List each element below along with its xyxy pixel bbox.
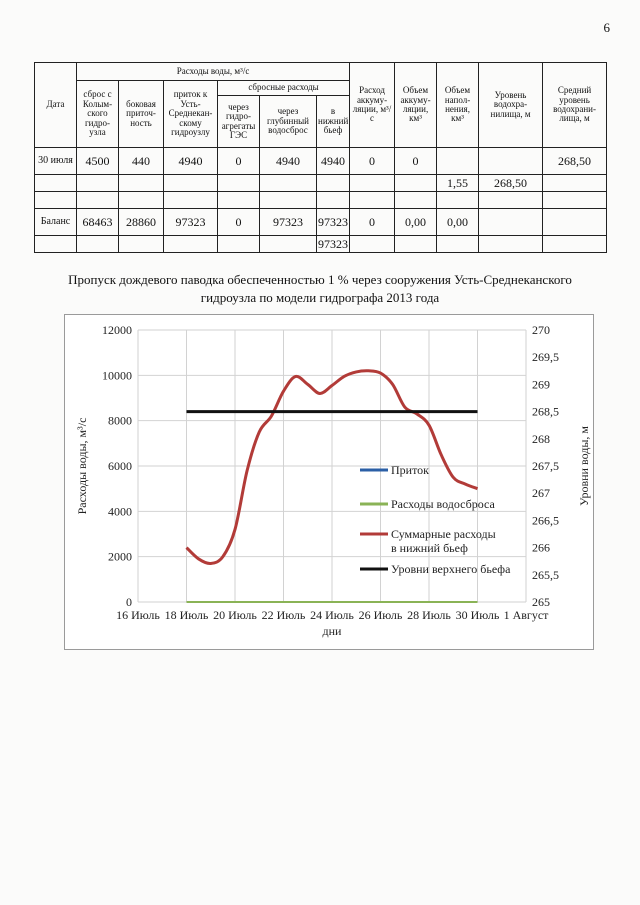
y-left-tick-label: 10000 (102, 368, 132, 383)
legend-label: Расходы водосброса (391, 497, 495, 511)
x-tick-label: 30 Июль (455, 608, 500, 622)
cell-kolyma (77, 175, 119, 192)
y-left-axis-title: Расходы воды, м³/с (75, 417, 89, 515)
x-tick-label: 26 Июль (358, 608, 403, 622)
header-date: Дата (35, 63, 77, 148)
cell-fill-vol: 1,55 (437, 175, 479, 192)
cell-date (35, 192, 77, 209)
header-inflow: приток к Усть-Среднекан-скому гидроузлу (164, 81, 218, 148)
header-deep-spillway: через глубинный водосброс (260, 96, 317, 148)
y-right-tick-label: 268,5 (532, 404, 559, 419)
cell-inflow (164, 192, 218, 209)
table-row (35, 148, 607, 175)
page-number: 6 (603, 20, 610, 35)
cell-kolyma (77, 236, 119, 253)
cell-deep (260, 175, 317, 192)
y-right-tick-label: 270 (532, 323, 550, 337)
cell-level (479, 148, 543, 175)
y-right-tick-label: 265 (532, 595, 550, 609)
legend-label: Суммарные расходы (391, 527, 496, 541)
cell-avg-level: 268,50 (543, 148, 607, 175)
y-left-tick-label: 4000 (108, 504, 132, 519)
cell-tail (317, 192, 350, 209)
table-row (35, 175, 607, 192)
y-left-tick-label: 12000 (102, 323, 132, 337)
legend-label: в нижний бьеф (391, 541, 468, 555)
y-right-tick-label: 269 (532, 377, 550, 392)
cell-side (119, 175, 164, 192)
cell-accum-vol (395, 175, 437, 192)
cell-inflow: 4940 (164, 148, 218, 175)
cell-inflow (164, 236, 218, 253)
header-accum-flow: Расход аккуму-ляции, м³/с (350, 63, 395, 148)
cell-hpp (218, 175, 260, 192)
table-row (35, 236, 607, 253)
chart-frame (65, 315, 594, 650)
y-left-tick-label: 0 (126, 595, 132, 609)
y-left-tick-label: 2000 (108, 549, 132, 564)
cell-avg-level (543, 175, 607, 192)
cell-deep (260, 192, 317, 209)
cell-fill-vol (437, 236, 479, 253)
y-right-axis-title: Уровни воды, м (577, 426, 591, 506)
y-right-tick-label: 267,5 (532, 459, 559, 473)
cell-date (35, 236, 77, 253)
x-axis-title: дни (322, 624, 342, 638)
water-flow-table (34, 62, 607, 253)
cell-level (479, 236, 543, 253)
cell-side (119, 192, 164, 209)
legend-label: Уровни верхнего бьефа (391, 562, 511, 576)
cell-date: 30 июля (35, 148, 77, 175)
flood-chart-svg (64, 314, 594, 650)
cell-deep: 97323 (260, 209, 317, 236)
header-side-inflow: боковая приточ-ность (119, 81, 164, 148)
header-kolyma-discharge: сброс с Колым-ского гидро-узла (77, 81, 119, 148)
cell-deep (260, 236, 317, 253)
cell-inflow: 97323 (164, 209, 218, 236)
y-right-tick-label: 269,5 (532, 350, 559, 365)
table-row-balance (35, 209, 607, 236)
cell-accum-vol: 0 (395, 148, 437, 175)
flood-chart (64, 314, 594, 650)
y-left-tick-label: 8000 (108, 413, 132, 428)
cell-kolyma: 4500 (77, 148, 119, 175)
x-tick-label: 18 Июль (164, 608, 209, 622)
cell-accum-flow (350, 192, 395, 209)
cell-level: 268,50 (479, 175, 543, 192)
x-tick-label: 22 Июль (261, 608, 306, 622)
cell-accum-flow (350, 175, 395, 192)
header-fill-volume: Объем напол-нения, км³ (437, 63, 479, 148)
header-discharge-group: сбросные расходы (218, 81, 350, 96)
header-avg-level: Средний уровень водохрани-лища, м (543, 63, 607, 148)
cell-accum-vol: 0,00 (395, 209, 437, 236)
cell-kolyma (77, 192, 119, 209)
x-tick-label: 28 Июль (407, 608, 451, 622)
cell-hpp: 0 (218, 209, 260, 236)
y-left-tick-label: 6000 (108, 459, 132, 473)
cell-date (35, 175, 77, 192)
x-tick-label: 16 Июль (116, 608, 160, 622)
x-tick-label: 24 Июль (310, 608, 354, 622)
y-right-tick-label: 267 (532, 486, 550, 501)
cell-kolyma: 68463 (77, 209, 119, 236)
cell-tail: 4940 (317, 148, 350, 175)
y-right-tick-label: 266 (532, 540, 550, 555)
cell-side (119, 236, 164, 253)
cell-accum-vol (395, 192, 437, 209)
x-tick-label: 20 Июль (213, 608, 257, 622)
chart-caption: Пропуск дождевого паводка обеспеченностью 1 % через сооружения Усть-Среднеканского гидроузла по модели гидрографа 2013 года (68, 272, 572, 305)
cell-tail: 97323 (317, 209, 350, 236)
y-right-tick-label: 265,5 (532, 567, 559, 582)
table-row (35, 192, 607, 209)
cell-date: Баланс (35, 209, 77, 236)
cell-side: 440 (119, 148, 164, 175)
legend-label: Приток (391, 463, 430, 477)
y-right-tick-label: 266,5 (532, 513, 559, 528)
cell-avg-level (543, 192, 607, 209)
y-right-tick-label: 268 (532, 431, 550, 446)
header-reservoir-level: Уровень водохра-нилища, м (479, 63, 543, 148)
cell-tail: 97323 (318, 236, 349, 251)
cell-fill-vol (437, 192, 479, 209)
x-tick-label: 1 Август (503, 608, 549, 622)
cell-side: 28860 (119, 209, 164, 236)
cell-avg-level (543, 209, 607, 236)
cell-fill-vol (437, 148, 479, 175)
cell-accum-flow: 0 (350, 209, 395, 236)
cell-fill-vol: 0,00 (437, 209, 479, 236)
cell-accum-vol (395, 236, 437, 253)
cell-accum-flow: 0 (350, 148, 395, 175)
cell-accum-flow (350, 236, 395, 253)
cell-level (479, 192, 543, 209)
cell-tail (317, 175, 350, 192)
header-water-flows: Расходы воды, м³/с (77, 63, 350, 81)
header-accum-volume: Объем аккуму-ляции, км³ (395, 63, 437, 148)
header-tailwater: в нижний бьеф (317, 96, 350, 148)
cell-hpp: 0 (218, 148, 260, 175)
header-hpp: через гидро-агрегаты ГЭС (218, 96, 260, 148)
cell-level (479, 209, 543, 236)
cell-deep: 4940 (260, 148, 317, 175)
cell-inflow (164, 175, 218, 192)
cell-hpp (218, 236, 260, 253)
cell-avg-level (543, 236, 607, 253)
cell-hpp (218, 192, 260, 209)
